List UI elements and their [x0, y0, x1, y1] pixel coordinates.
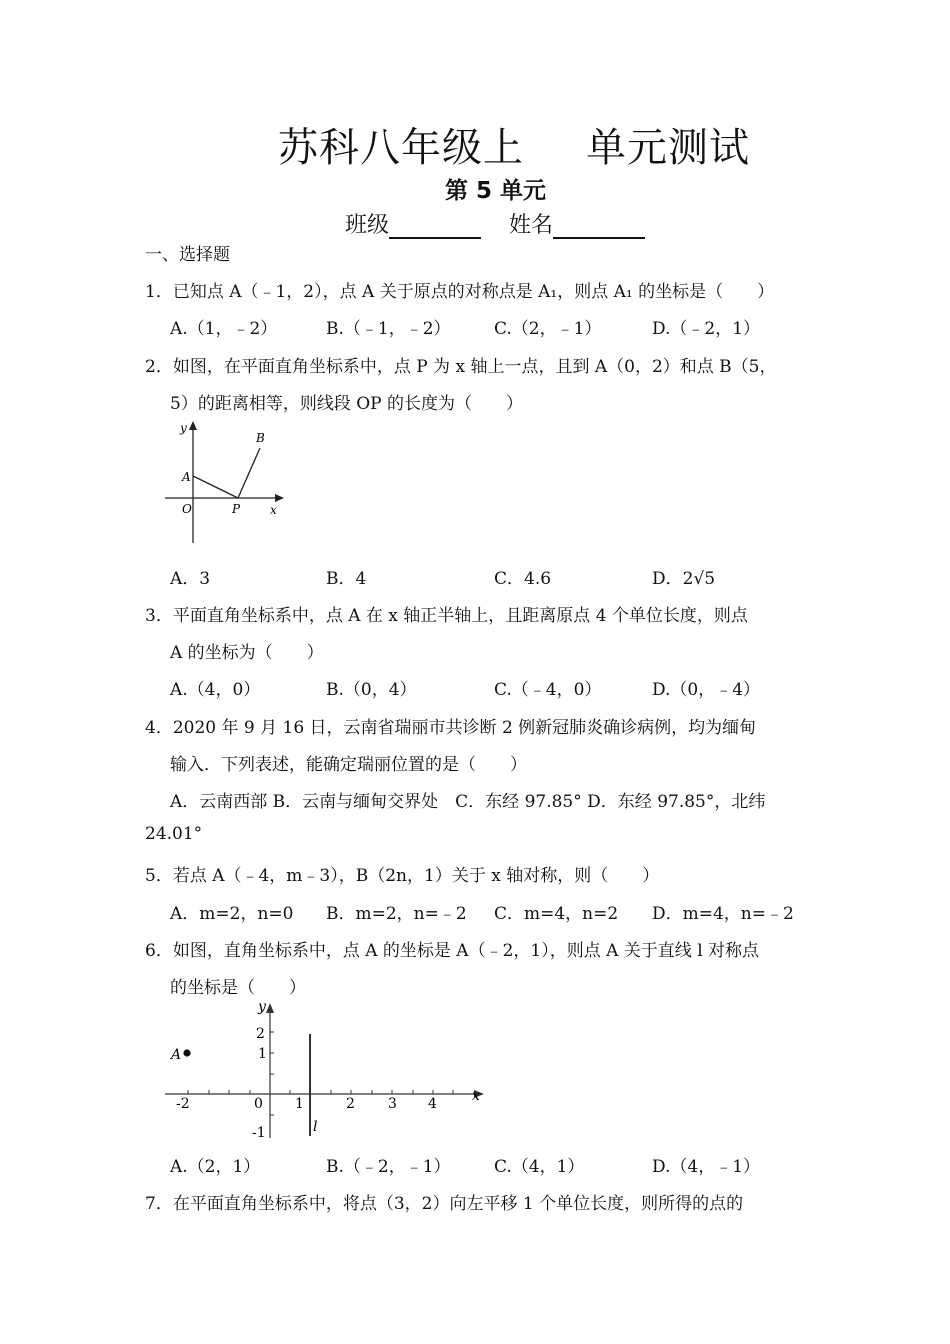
title-right: 单元测试	[586, 125, 750, 171]
student-info-line	[345, 208, 645, 239]
question-6-figure	[160, 998, 490, 1143]
question-6-line-2: 的坐标是（ ）	[170, 978, 306, 998]
tick-label-x: 4	[428, 1096, 437, 1112]
x-axis-arrow	[275, 494, 284, 502]
name-blank[interactable]	[553, 215, 645, 239]
option-a: A．3	[170, 569, 211, 589]
tick-label-y: 1	[258, 1046, 267, 1062]
point-a-label: A	[171, 1047, 182, 1063]
point-p-label: P	[232, 502, 241, 516]
option-d: D.（4，﹣1）	[652, 1157, 761, 1177]
question-3-line-2: A 的坐标为（ ）	[170, 643, 324, 663]
option-a: A．m=2，n=0	[170, 904, 294, 924]
question-4-line-4: 24.01°	[145, 824, 203, 844]
option-b: B．m=2，n=﹣2	[326, 904, 467, 924]
y-axis-label: y	[258, 999, 266, 1015]
point-a	[183, 1049, 190, 1056]
y-axis-arrow	[189, 421, 197, 430]
question-2-figure	[160, 418, 285, 546]
segment-ap	[193, 476, 238, 498]
title-left: 苏科八年级上	[278, 125, 524, 171]
page-subtitle: 第 5 单元	[445, 178, 547, 204]
tick-label-origin: 0	[254, 1096, 263, 1112]
question-2-line-1: 2．如图，在平面直角坐标系中，点 P 为 x 轴上一点，且到 A（0，2）和点 B（5，	[145, 357, 777, 377]
section-heading: 一、选择题	[145, 245, 230, 265]
option-a: A.（1，﹣2）	[170, 319, 278, 339]
y-axis-arrow	[266, 1003, 274, 1013]
point-a-label: A	[182, 470, 191, 484]
option-c: C.（2，﹣1）	[494, 319, 602, 339]
tick-label-x: -2	[176, 1096, 190, 1112]
question-4-line-3: A．云南西部 B．云南与缅甸交界处 C．东经 97.85° D．东经 97.85°，北纬	[170, 792, 766, 812]
point-b-label: B	[256, 431, 265, 445]
x-axis-label: x	[472, 1088, 480, 1104]
tick-label-x: 2	[346, 1096, 355, 1112]
question-6-line-1: 6．如图，直角坐标系中，点 A 的坐标是 A（﹣2，1），则点 A 关于直线 l 对称点	[145, 941, 760, 961]
tick-label-y: -1	[252, 1125, 266, 1141]
option-d: D．2√5	[652, 569, 716, 589]
segment-pb	[238, 448, 260, 498]
x-axis-label: x	[270, 503, 277, 517]
question-2-line-2: 5）的距离相等，则线段 OP 的长度为（ ）	[170, 394, 523, 414]
option-d: D.（0，﹣4）	[652, 680, 761, 700]
option-b: B.（0，4）	[326, 680, 417, 700]
class-label: 班级	[345, 213, 390, 238]
option-c: C.（4，1）	[494, 1157, 585, 1177]
option-b: B.（﹣2，﹣1）	[326, 1157, 451, 1177]
option-c: C.（﹣4，0）	[494, 680, 602, 700]
tick-label-x: 3	[388, 1096, 397, 1112]
option-d: D.（﹣2，1）	[652, 319, 761, 339]
option-c: C．4.6	[494, 569, 552, 589]
question-3-line-1: 3．平面直角坐标系中，点 A 在 x 轴正半轴上，且距离原点 4 个单位长度，则点	[145, 606, 748, 626]
option-d: D．m=4，n=﹣2	[652, 904, 794, 924]
question-4-line-1: 4．2020 年 9 月 16 日，云南省瑞丽市共诊断 2 例新冠肺炎确诊病例，均为缅甸	[145, 718, 757, 738]
y-axis-label: y	[180, 421, 187, 435]
option-b: B．4	[326, 569, 367, 589]
page-title	[278, 116, 750, 173]
name-label: 姓名	[509, 213, 554, 238]
class-blank[interactable]	[389, 215, 481, 239]
tick-label-x: 1	[295, 1096, 304, 1112]
question-5-stem: 5．若点 A（﹣4，m﹣3），B（2n，1）关于 x 轴对称，则（ ）	[145, 866, 660, 886]
option-c: C．m=4，n=2	[494, 904, 619, 924]
question-7-line-1: 7．在平面直角坐标系中，将点（3，2）向左平移 1 个单位长度，则所得的点的	[145, 1194, 744, 1214]
option-a: A.（4，0）	[170, 680, 261, 700]
line-l-label: l	[313, 1119, 318, 1135]
option-b: B.（﹣1，﹣2）	[326, 319, 451, 339]
tick-label-y: 2	[256, 1026, 265, 1042]
option-a: A.（2，1）	[170, 1157, 261, 1177]
y-tick-marks	[270, 1032, 274, 1115]
question-1-stem: 1．已知点 A（﹣1，2），点 A 关于原点的对称点是 A₁，则点 A₁ 的坐标是（ ）	[145, 282, 775, 302]
question-4-line-2: 输入．下列表述，能确定瑞丽位置的是（ ）	[170, 755, 527, 775]
origin-label: O	[182, 502, 192, 516]
